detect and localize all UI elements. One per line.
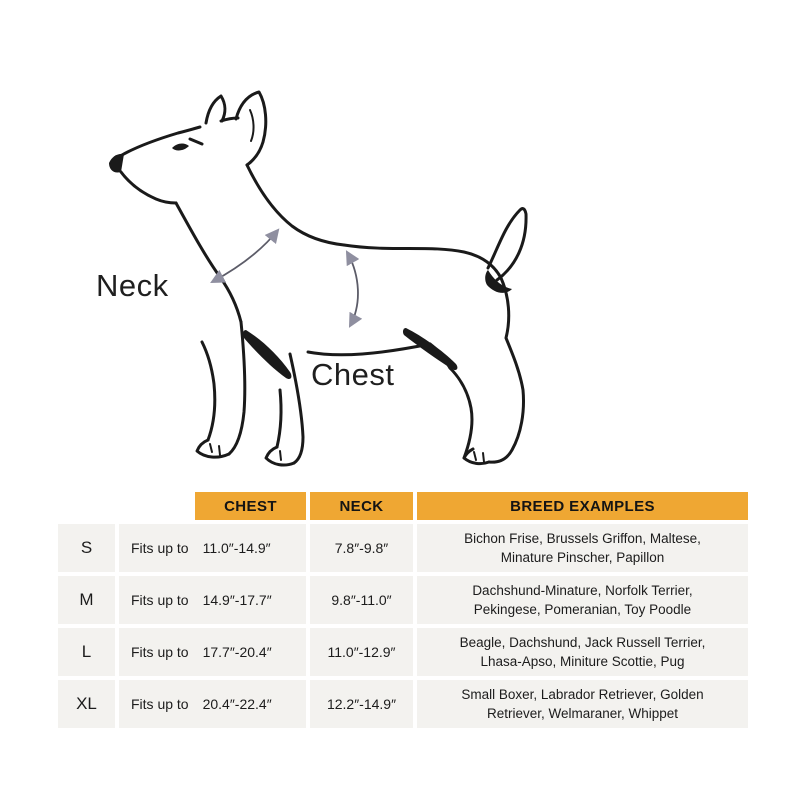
breed-examples-cell — [417, 680, 748, 728]
breed-line-1: Beagle, Dachshund, Jack Russell Terrier, — [459, 635, 706, 650]
chest-label: Chest — [311, 357, 395, 392]
neck-range-cell: 12.2″-14.9″ — [310, 680, 413, 728]
size-cell: L — [58, 628, 115, 676]
size-cell: M — [58, 576, 115, 624]
chest-fit-cell — [119, 628, 306, 676]
neck-measure-arrow-icon — [212, 230, 278, 282]
breed-examples-cell — [417, 576, 748, 624]
breed-line-1: Small Boxer, Labrador Retriever, Golden — [461, 687, 704, 702]
chest-range-value: 17.7″-20.4″ — [202, 644, 272, 660]
chest-fit-cell — [119, 524, 306, 572]
header-cell-breed-examples: BREED EXAMPLES — [417, 492, 748, 520]
breed-line-1: Bichon Frise, Brussels Griffon, Maltese, — [464, 531, 701, 546]
fits-up-to-label: Fits up to — [131, 696, 189, 712]
breed-line-2: Lhasa-Apso, Miniture Scottie, Pug — [480, 654, 685, 669]
size-chart-table — [58, 492, 748, 728]
chest-fit-cell — [119, 576, 306, 624]
chest-range-value: 14.9″-17.7″ — [202, 592, 272, 608]
chest-fit-cell — [119, 680, 306, 728]
breed-examples-cell — [417, 628, 748, 676]
breed-line-2: Pekingese, Pomeranian, Toy Poodle — [473, 602, 692, 617]
neck-range-cell: 11.0″-12.9″ — [310, 628, 413, 676]
table-row-size-l — [58, 628, 748, 676]
breed-line-2: Minature Pinscher, Papillon — [500, 550, 665, 565]
fits-up-to-label: Fits up to — [131, 540, 189, 556]
fits-up-to-label: Fits up to — [131, 644, 189, 660]
chest-range-value: 20.4″-22.4″ — [202, 696, 272, 712]
header-cell-neck: NECK — [310, 492, 413, 520]
table-row-size-s — [58, 524, 748, 572]
chest-range-value: 11.0″-14.9″ — [202, 540, 271, 556]
fits-up-to-label: Fits up to — [131, 592, 189, 608]
breed-examples-cell — [417, 524, 748, 572]
size-cell: XL — [58, 680, 115, 728]
neck-range-cell: 7.8″-9.8″ — [310, 524, 413, 572]
breed-line-1: Dachshund-Minature, Norfolk Terrier, — [472, 583, 693, 598]
size-cell: S — [58, 524, 115, 572]
neck-range-cell: 9.8″-11.0″ — [310, 576, 413, 624]
header-cell-chest: CHEST — [195, 492, 306, 520]
table-row-size-m — [58, 576, 748, 624]
header-spacer — [58, 492, 191, 520]
table-row-size-xl — [58, 680, 748, 728]
size-chart-header-row — [58, 492, 748, 520]
neck-label: Neck — [96, 268, 169, 303]
chest-measure-arrow-icon — [347, 252, 358, 326]
breed-line-2: Retriever, Welmaraner, Whippet — [486, 706, 679, 721]
